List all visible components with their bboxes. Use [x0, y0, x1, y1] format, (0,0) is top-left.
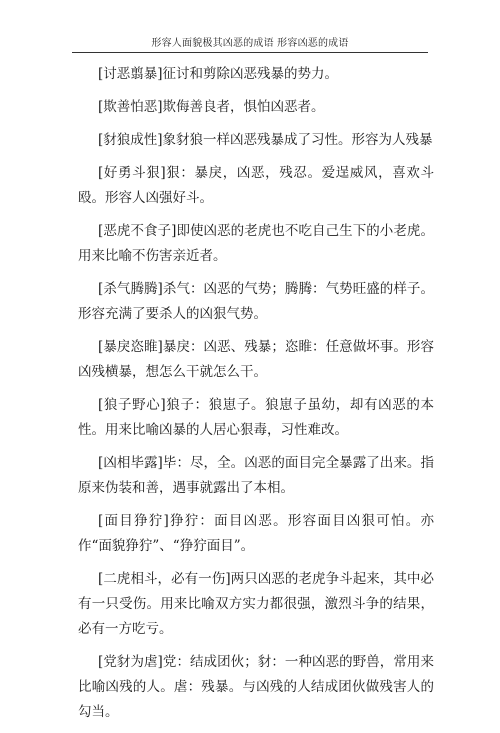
- idiom-entry: [好勇斗狠]狠：暴戾，凶恶，残忍。爱逞威风，喜欢斗殴。形容人凶强好斗。: [78, 165, 434, 206]
- idiom-entry: [二虎相斗，必有一伤]两只凶恶的老虎争斗起来，其中必有一只受伤。用来比喻双方实力都很强，激烈斗争的结果，必有一方吃亏。: [78, 571, 434, 637]
- idiom-entry: [暴戾恣睢]暴戾：凶恶、残暴；恣睢：任意做坏事。形容凶残横暴，想怎么干就怎么干。: [78, 339, 434, 380]
- running-header: 形容人面貌极其凶恶的成语 形容凶恶的成语: [151, 38, 349, 49]
- idiom-entry: [杀气腾腾]杀气：凶恶的气势；腾腾：气势旺盛的样子。形容充满了要杀人的凶狠气势。: [78, 281, 434, 322]
- idiom-entry: [狼子野心]狼子：狼崽子。狼崽子虽幼，却有凶恶的本性。用来比喻凶暴的人居心狠毒，习性难改。: [78, 397, 434, 438]
- idiom-entry: [豺狼成性]象豺狼一样凶恶残暴成了习性。形容为人残暴: [98, 132, 433, 148]
- idiom-entry: [恶虎不食子]即使凶恶的老虎也不吃自己生下的小老虎。用来比喻不伤害亲近者。: [78, 223, 434, 264]
- idiom-entry: [凶相毕露]毕：尽，全。凶恶的面目完全暴露了出来。指原来伪装和善，遇事就露出了本相。: [78, 455, 434, 496]
- idiom-list: [78, 62, 434, 733]
- idiom-entry: [党豺为虐]党：结成团伙；豺：一种凶恶的野兽，常用来比喻凶残的人。虐：残暴。与凶残的人结成团伙做残害人的勾当。: [78, 654, 434, 720]
- idiom-entry: [讨恶翦暴]征讨和剪除凶恶残暴的势力。: [98, 66, 339, 82]
- idiom-entry: [面目狰狞]狰狞：面目凶恶。形容面目凶狠可怕。亦作“面貌狰狞”、“狰狞面目”。: [78, 513, 434, 554]
- idiom-entry: [欺善怕恶]欺侮善良者，惧怕凶恶者。: [98, 99, 325, 115]
- header-divider: [72, 52, 428, 53]
